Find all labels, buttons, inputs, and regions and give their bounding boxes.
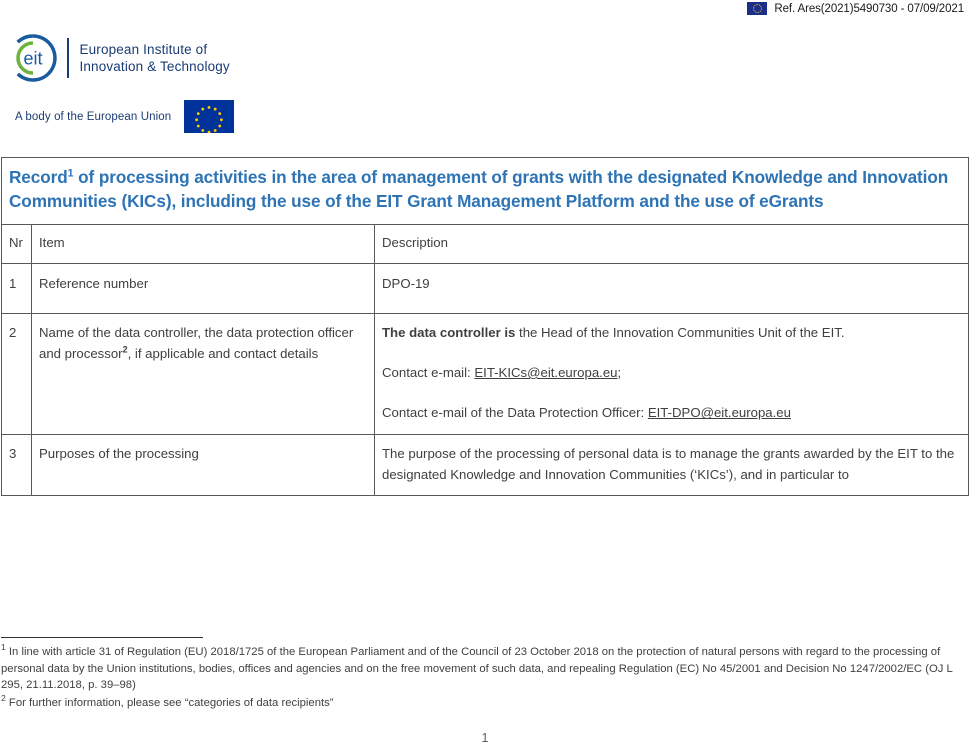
row-item-part-2: , if applicable and contact details [127, 345, 319, 361]
row-description [375, 313, 969, 434]
contact-email-line [382, 362, 962, 383]
row-number: 3 [2, 434, 32, 496]
table-row [2, 434, 969, 496]
eu-body-row [15, 100, 408, 133]
table-header-row [2, 224, 969, 263]
logo-row [8, 33, 408, 83]
svg-text:eit: eit [23, 48, 43, 69]
eit-name-line-2: Innovation & Technology [79, 59, 230, 74]
registration-stamp-text: Ref. Ares(2021)5490730 - 07/09/2021 [774, 2, 964, 15]
page-number: 1 [481, 731, 489, 745]
eit-name-line-1: European Institute of [79, 41, 208, 57]
table-row [2, 313, 969, 434]
contact-email-label: Contact e-mail: [382, 364, 475, 380]
controller-label: The data controller is [382, 324, 516, 340]
column-header-nr: Nr [2, 224, 32, 263]
footnote-separator [1, 637, 203, 638]
footnote-text: In line with article 31 of Regulation (EU) 2018/1725 of the European Parliament and of the Council of 23 October 2018 on the protection of natural persons with regard to the processing of personal data by the Union institutions, bodies, offices and agencies and on the free movement of such data, and repealing Regulation (EC) No 45/2001 and Decision No 1247/2002/EC (OJ L 295, 21.11.2018, p. 39–98) [1, 646, 953, 692]
dpo-email-line [382, 402, 962, 423]
eit-logo-block [8, 33, 408, 133]
dpo-email-link[interactable]: EIT-DPO@eit.europa.eu [647, 405, 791, 421]
record-table [1, 157, 969, 496]
footnote-text: For further information, please see “categories of data recipients” [5, 697, 334, 710]
controller-statement [382, 322, 962, 343]
controller-value: the Head of the Innovation Communities Unit of the EIT. [515, 324, 845, 340]
table-row [2, 264, 969, 313]
row-item [32, 313, 375, 434]
column-header-description: Description [375, 224, 969, 263]
title-part-1: Record [9, 167, 68, 187]
page-title [9, 167, 948, 211]
title-part-2: of processing activities in the area of management of grants with the designated Knowledge and Innovation Communities (KICs), including the use of the EIT Grant Management Platform and the use of eGrants [9, 167, 949, 212]
row-item: Purposes of the processing [32, 434, 375, 496]
kics-email-link[interactable]: EIT-KICs@eit.europa.eu [474, 364, 618, 380]
row-description: DPO-19 [375, 264, 969, 313]
eit-name [80, 41, 230, 76]
row-description: The purpose of the processing of personal data is to manage the grants awarded by the EIT to the designated Knowledge and Innovation Communities (‘KICs’), and in particular to [375, 434, 969, 496]
eit-logo-icon [8, 33, 58, 83]
footnote-marker: 1 [1, 642, 6, 653]
logo-divider [67, 38, 69, 78]
footnote-item [1, 644, 966, 694]
row-item: Reference number [32, 264, 375, 313]
row-item-footnote-ref: 2 [122, 344, 128, 355]
contact-email-suffix: ; [617, 364, 622, 380]
document-title-cell [2, 158, 969, 225]
title-footnote-ref: 1 [67, 167, 74, 180]
footnote-item [1, 695, 966, 712]
column-header-item: Item [32, 224, 375, 263]
dpo-email-label: Contact e-mail of the Data Protection Officer: [382, 405, 648, 421]
row-item-part-1: Name of the data controller, the data protection officer and processor [39, 324, 354, 361]
title-row [2, 158, 969, 225]
footnote-marker: 2 [1, 693, 6, 704]
registration-stamp [0, 0, 970, 17]
body-of-eu-label: A body of the European Union [15, 110, 172, 123]
row-number: 1 [2, 264, 32, 313]
row-number: 2 [2, 313, 32, 434]
footnote-area [0, 637, 970, 712]
eu-flag-icon [184, 100, 234, 133]
eu-flag-icon [747, 2, 767, 15]
